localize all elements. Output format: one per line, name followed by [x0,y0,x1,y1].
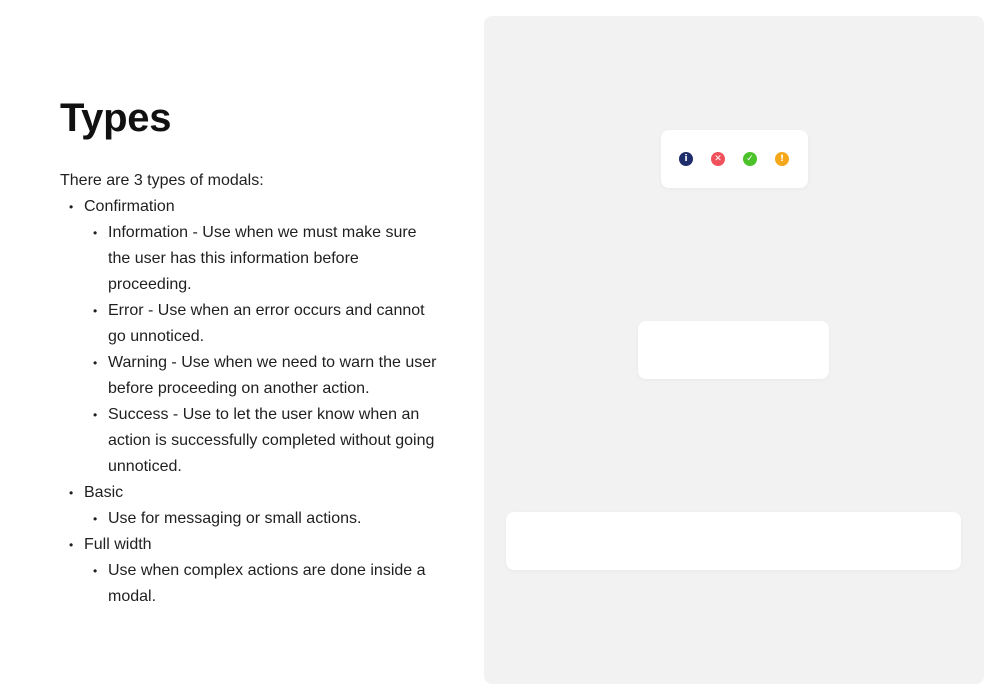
bullet: • [93,356,98,370]
bullet: • [93,226,98,240]
bullet: • [93,408,98,422]
basic-modal-preview [638,321,829,379]
page-title: Types [60,96,172,140]
list-item-text: Use for messaging or small actions. [108,510,362,527]
sub-list [93,506,440,532]
warning-icon: ! [775,152,789,166]
confirmation-modal-preview [661,130,808,188]
bullet: • [93,304,98,318]
preview-panel [484,16,984,684]
types-section [60,94,440,610]
sub-list [93,220,440,480]
success-icon: ✓ [743,152,757,166]
list-item [93,220,440,298]
list-item [93,558,440,610]
info-icon: i [679,152,693,166]
list-item [93,350,440,402]
modal-types-list [69,194,440,610]
error-icon: ✕ [711,152,725,166]
list-item [93,506,440,532]
list-item-label: Basic [84,484,124,501]
bullet: • [69,538,74,552]
list-item-text: Error - Use when an error occurs and cannot go unnoticed. [108,302,425,345]
list-item-confirmation [69,194,440,480]
full-width-modal-preview [506,512,961,570]
sub-list [93,558,440,610]
bullet: • [93,512,98,526]
list-item-text: Use when complex actions are done inside a modal. [108,562,426,605]
intro-text: There are 3 types of modals: [60,172,264,189]
list-item-label: Confirmation [84,198,175,215]
bullet: • [69,486,74,500]
list-item [93,402,440,480]
status-icons-row [679,152,789,166]
list-item-text: Warning - Use when we need to warn the user before proceeding on another action. [108,354,437,397]
bullet: • [93,564,98,578]
list-item-basic [69,480,440,532]
list-item-text: Information - Use when we must make sure the user has this information before proceeding. [108,224,417,293]
list-item-full-width [69,532,440,610]
bullet: • [69,200,74,214]
list-item-label: Full width [84,536,152,553]
list-item [93,298,440,350]
list-item-text: Success - Use to let the user know when an action is successfully completed without going unnoticed. [108,406,435,475]
